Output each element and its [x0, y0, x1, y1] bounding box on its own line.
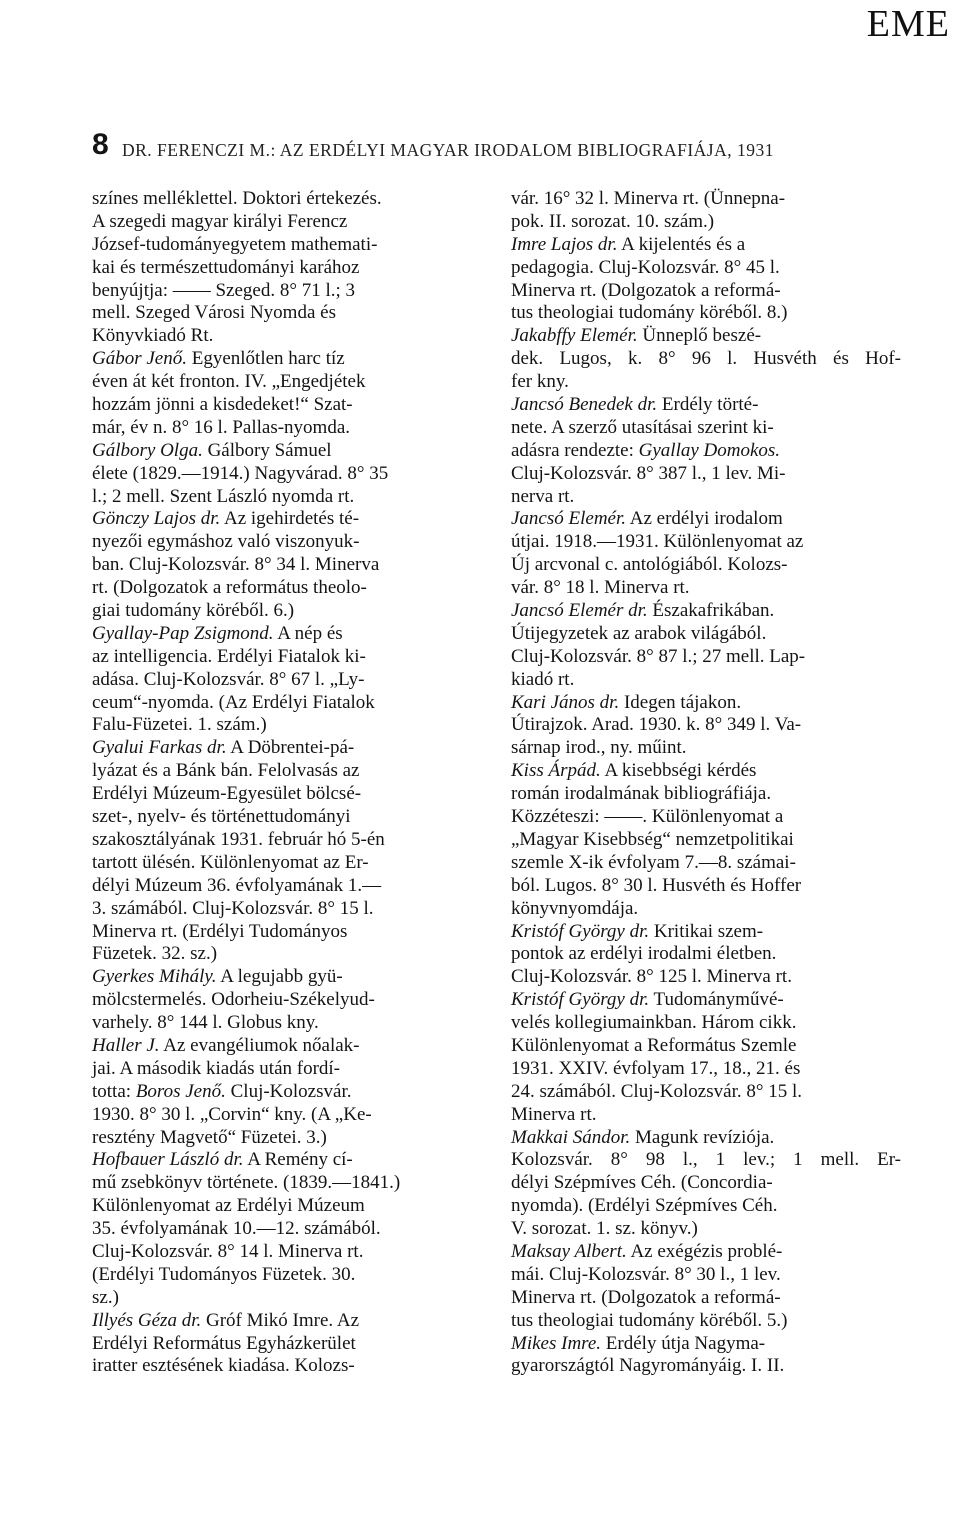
text-line — [511, 1355, 901, 1378]
entry-author: Haller J. — [92, 1034, 160, 1056]
text-line — [511, 348, 901, 371]
text-line — [511, 371, 901, 394]
text-line — [511, 966, 901, 989]
text-line — [92, 234, 484, 257]
text-line — [92, 646, 484, 669]
text-line — [92, 1081, 484, 1104]
entry-text: mölcstermelés. Odorheiu-Székelyud- — [92, 989, 375, 1011]
entry-author: Gyallay Domokos. — [638, 439, 781, 461]
text-line — [92, 623, 484, 646]
entry-text: vár. 8° 18 l. Minerva rt. — [511, 577, 690, 599]
text-line — [511, 623, 901, 646]
entry-text: lyázat és a Bánk bán. Felolvasás az — [92, 760, 360, 782]
text-line — [92, 875, 484, 898]
entry-text: vár. 16° 32 l. Minerva rt. (Ünnepna- — [511, 188, 786, 209]
text-line — [92, 1264, 484, 1287]
entry-text: Az erdélyi irodalom — [626, 508, 783, 530]
entry-author: Jancsó Elemér. — [511, 508, 627, 530]
text-line — [92, 440, 484, 463]
entry-text: A nép és — [273, 622, 343, 644]
entry-author: Gönczy Lajos dr. — [92, 508, 221, 530]
entry-text: tus theologiai tudomány köréből. 5.) — [511, 1309, 788, 1331]
text-line — [92, 1195, 484, 1218]
entry-text: Erdély törté- — [657, 394, 759, 416]
text-line — [511, 852, 901, 875]
text-line — [92, 280, 484, 303]
entry-text: 35. évfolyamának 10.—12. számából. — [92, 1218, 381, 1240]
text-line — [92, 371, 484, 394]
text-line — [92, 1058, 484, 1081]
entry-text: szemle X-ik évfolyam 7.—8. számai- — [511, 851, 796, 873]
entry-author: Hofbauer László dr. — [92, 1149, 244, 1171]
entry-text: A szegedi magyar királyi Ferencz — [92, 210, 348, 232]
entry-text: nyezői egymáshoz való viszonyuk- — [92, 531, 360, 553]
entry-text: pedagogia. Cluj-Kolozsvár. 8° 45 l. — [511, 256, 780, 278]
text-line — [92, 714, 484, 737]
text-line — [511, 554, 901, 577]
entry-text: mell. Szeged Városi Nyomda és — [92, 302, 336, 324]
entry-text: Ünneplő beszé- — [637, 325, 762, 347]
text-line — [92, 325, 484, 348]
text-line — [92, 554, 484, 577]
text-line — [92, 921, 484, 944]
entry-text: 1931. XXIV. évfolyam 17., 18., 21. és — [511, 1057, 801, 1079]
entry-text: Útirajzok. Arad. 1930. k. 8° 349 l. Va- — [511, 714, 802, 736]
entry-text: Füzetek. 32. sz.) — [92, 943, 218, 965]
entry-text: Erdélyi Református Egyházkerület — [92, 1332, 356, 1354]
text-line — [511, 302, 901, 325]
running-title: DR. FERENCZI M.: AZ ERDÉLYI MAGYAR IRODALOM BIBLIOGRAFIÁJA, 1931 — [122, 140, 774, 160]
entry-author: Jancsó Elemér dr. — [511, 600, 648, 622]
text-line — [511, 188, 901, 211]
entry-author: Jancsó Benedek dr. — [511, 394, 658, 416]
text-line — [511, 463, 901, 486]
text-line — [511, 325, 901, 348]
entry-text: (Erdélyi Tudományos Füzetek. 30. — [92, 1263, 356, 1285]
text-line — [92, 348, 484, 371]
text-line — [511, 829, 901, 852]
entry-text: A legujabb gyü- — [216, 966, 343, 988]
entry-text: Minerva rt. (Dolgozatok a reformá- — [511, 279, 781, 301]
entry-text: élete (1829.—1914.) Nagyvárad. 8° 35 — [92, 462, 389, 484]
entry-text: kiadó rt. — [511, 668, 575, 690]
text-line — [92, 188, 484, 211]
text-line — [511, 669, 901, 692]
entry-text: fer kny. — [511, 371, 569, 393]
entry-text: jai. A második kiadás után fordí- — [92, 1057, 341, 1079]
entry-author: Kristóf György dr. — [511, 920, 650, 942]
text-line — [511, 1104, 901, 1127]
entry-text: gyarországtól Nagyrományáig. I. II. — [511, 1355, 785, 1377]
entry-text: rt. (Dolgozatok a református theolo- — [92, 577, 367, 599]
text-line — [92, 737, 484, 760]
entry-text: útjai. 1918.—1931. Különlenyomat az — [511, 531, 804, 553]
entry-text: totta: — [92, 1080, 136, 1102]
entry-text: könyvnyomdája. — [511, 897, 639, 919]
entry-text: Minerva rt. (Dolgozatok a reformá- — [511, 1286, 781, 1308]
entry-text: pok. II. sorozat. 10. szám.) — [511, 210, 715, 232]
left-column — [92, 188, 484, 1378]
entry-text: Magunk revíziója. — [630, 1126, 775, 1148]
text-line — [511, 1333, 901, 1356]
entry-text: A Döbrentei-pá- — [226, 737, 355, 759]
entry-author: Gyallay-Pap Zsigmond. — [92, 622, 274, 644]
entry-author: Boros Jenő. — [135, 1080, 226, 1102]
entry-text: Gálbory Sámuel — [202, 439, 332, 461]
text-line — [511, 1127, 901, 1150]
entry-text: 24. számából. Cluj-Kolozsvár. 8° 15 l. — [511, 1080, 802, 1102]
text-line — [92, 1241, 484, 1264]
entry-text: nete. A szerző utasításai szerint ki- — [511, 416, 774, 438]
text-line — [92, 966, 484, 989]
text-line — [511, 714, 901, 737]
text-line — [511, 257, 901, 280]
entry-author: Kiss Árpád. — [511, 760, 601, 782]
text-line — [511, 280, 901, 303]
entry-text: Új arcvonal c. antológiából. Kolozs- — [511, 554, 788, 576]
entry-author: Kari János dr. — [511, 691, 620, 713]
text-line — [511, 1172, 901, 1195]
entry-text: Falu-Füzetei. 1. szám.) — [92, 714, 267, 736]
entry-text: Az evangéliumok nőalak- — [159, 1034, 360, 1056]
entry-text: Különlenyomat a Református Szemle — [511, 1034, 797, 1056]
text-line — [92, 1104, 484, 1127]
text-line — [92, 989, 484, 1012]
entry-text: mái. Cluj-Kolozsvár. 8° 30 l., 1 lev. — [511, 1263, 781, 1285]
entry-text: varhely. 8° 144 l. Globus kny. — [92, 1012, 319, 1034]
text-line — [511, 898, 901, 921]
text-line — [511, 417, 901, 440]
entry-text: Útijegyzetek az arabok világából. — [511, 622, 767, 644]
entry-author: Kristóf György dr. — [511, 989, 650, 1011]
entry-text: pontok az erdélyi irodalmi életben. — [511, 943, 777, 965]
entry-text: adásra rendezte: — [511, 439, 639, 461]
entry-text: az intelligencia. Erdélyi Fiatalok ki- — [92, 645, 366, 667]
text-line — [92, 898, 484, 921]
text-line — [92, 1149, 484, 1172]
entry-text: 1930. 8° 30 l. „Corvin“ kny. (A „Ke- — [92, 1103, 372, 1125]
text-line — [511, 1081, 901, 1104]
text-line — [511, 1218, 901, 1241]
entry-text: benyújtja: —— Szeged. 8° 71 l.; 3 — [92, 279, 356, 301]
entry-text: tartott ülésén. Különlenyomat az Er- — [92, 851, 369, 873]
text-line — [92, 531, 484, 554]
text-line — [92, 1172, 484, 1195]
entry-author: Mikes Imre. — [511, 1332, 602, 1354]
text-line — [92, 669, 484, 692]
text-line — [92, 1310, 484, 1333]
text-line — [92, 211, 484, 234]
entry-text: Egyenlőtlen harc tíz — [186, 348, 345, 370]
entry-author: Maksay Albert. — [511, 1240, 627, 1262]
text-line — [92, 486, 484, 509]
text-line — [511, 646, 901, 669]
text-line — [92, 852, 484, 875]
text-line — [92, 600, 484, 623]
text-line — [92, 302, 484, 325]
text-line — [511, 394, 901, 417]
text-line — [511, 1035, 901, 1058]
entry-text: román irodalmának bibliográfiája. — [511, 783, 772, 805]
entry-text: resztény Magvető“ Füzetei. 3.) — [92, 1126, 327, 1148]
entry-text: Tudományművé- — [649, 989, 784, 1011]
text-line — [511, 600, 901, 623]
text-line — [511, 943, 901, 966]
entry-text: Könyvkiadó Rt. — [92, 325, 214, 347]
page-header — [92, 128, 902, 168]
text-line — [92, 1035, 484, 1058]
entry-text: József-tudományegyetem mathemati- — [92, 233, 378, 255]
page-number: 8 — [92, 128, 109, 161]
text-line — [511, 508, 901, 531]
text-line — [511, 783, 901, 806]
text-line — [511, 760, 901, 783]
entry-text: Minerva rt. — [511, 1103, 597, 1125]
text-line — [92, 1218, 484, 1241]
entry-text: Minerva rt. (Erdélyi Tudományos — [92, 920, 348, 942]
entry-text: szakosztályának 1931. február hó 5-én — [92, 828, 385, 850]
entry-text: hozzám jönni a kisdedeket!“ Szat- — [92, 394, 353, 416]
text-line — [92, 692, 484, 715]
entry-text: Különlenyomat az Erdélyi Múzeum — [92, 1195, 365, 1217]
entry-author: Gálbory Olga. — [92, 439, 203, 461]
text-line — [92, 1287, 484, 1310]
text-line — [92, 1012, 484, 1035]
text-line — [92, 760, 484, 783]
text-line — [511, 921, 901, 944]
entry-text: már, év n. 8° 16 l. Pallas-nyomda. — [92, 416, 351, 438]
entry-text: nerva rt. — [511, 485, 575, 507]
text-line — [92, 508, 484, 531]
entry-text: „Magyar Kisebbség“ nemzetpolitikai — [511, 828, 794, 850]
text-line — [511, 1058, 901, 1081]
entry-text: kai és természettudományi karához — [92, 256, 360, 278]
text-line — [511, 806, 901, 829]
entry-text: A kisebbségi kérdés — [600, 760, 757, 782]
entry-text: Idegen tájakon. — [619, 691, 742, 713]
entry-text: Az exégézis problé- — [626, 1240, 783, 1262]
entry-text: giai tudomány köréből. 6.) — [92, 600, 295, 622]
text-line — [92, 806, 484, 829]
entry-text: V. sorozat. 1. sz. könyv.) — [511, 1218, 698, 1240]
publisher-logo: EME — [866, 3, 950, 45]
entry-text: dek. Lugos, k. 8° 96 l. Husvéth és Hof- — [511, 348, 901, 370]
text-line — [511, 875, 901, 898]
text-line — [92, 417, 484, 440]
text-line — [92, 577, 484, 600]
entry-text: l.; 2 mell. Szent László nyomda rt. — [92, 485, 355, 507]
text-line — [511, 1287, 901, 1310]
entry-text: Cluj-Kolozsvár. 8° 387 l., 1 lev. Mi- — [511, 462, 786, 484]
entry-text: iratter esztésének kiadása. Kolozs- — [92, 1355, 355, 1377]
text-line — [92, 1333, 484, 1356]
right-column — [511, 188, 901, 1378]
text-line — [92, 394, 484, 417]
text-line — [511, 989, 901, 1012]
entry-text: Kritikai szem- — [649, 920, 764, 942]
entry-text: nyomda). (Erdélyi Szépmíves Céh. — [511, 1195, 778, 1217]
entry-text: Cluj-Kolozsvár. 8° 125 l. Minerva rt. — [511, 966, 792, 988]
entry-text: A kijelentés és a — [617, 233, 746, 255]
text-line — [92, 829, 484, 852]
entry-text: A Remény cí- — [243, 1149, 353, 1171]
text-line — [511, 1310, 901, 1333]
entry-text: Cluj-Kolozsvár. — [225, 1080, 352, 1102]
entry-text: ban. Cluj-Kolozsvár. 8° 34 l. Minerva — [92, 554, 380, 576]
entry-text: Az igehirdetés té- — [220, 508, 360, 530]
entry-text: éven át két fronton. IV. „Engedjétek — [92, 371, 366, 393]
entry-text: ceum“-nyomda. (Az Erdélyi Fiatalok — [92, 691, 375, 713]
entry-text: 3. számából. Cluj-Kolozsvár. 8° 15 l. — [92, 897, 374, 919]
entry-text: sz.) — [92, 1286, 119, 1308]
text-line — [511, 1241, 901, 1264]
entry-author: Illyés Géza dr. — [92, 1309, 202, 1331]
entry-author: Jakabffy Elemér. — [511, 325, 638, 347]
text-line — [92, 783, 484, 806]
entry-text: Északafrikában. — [647, 600, 775, 622]
entry-text: színes melléklettel. Doktori értekezés. — [92, 188, 382, 209]
entry-text: délyi Múzeum 36. évfolyamának 1.— — [92, 874, 382, 896]
text-line — [511, 440, 901, 463]
text-line — [511, 486, 901, 509]
text-line — [92, 1355, 484, 1378]
text-line — [511, 234, 901, 257]
entry-author: Makkai Sándor. — [511, 1126, 631, 1148]
text-line — [511, 577, 901, 600]
entry-text: adása. Cluj-Kolozsvár. 8° 67 l. „Ly- — [92, 668, 365, 690]
text-line — [511, 692, 901, 715]
text-line — [511, 737, 901, 760]
entry-author: Gábor Jenő. — [92, 348, 187, 370]
text-line — [92, 1127, 484, 1150]
entry-text: Kolozsvár. 8° 98 l., 1 lev.; 1 mell. Er- — [511, 1149, 901, 1171]
entry-text: délyi Szépmíves Céh. (Concordia- — [511, 1172, 773, 1194]
text-line — [511, 1195, 901, 1218]
entry-text: tus theologiai tudomány köréből. 8.) — [511, 302, 788, 324]
text-line — [92, 257, 484, 280]
text-line — [92, 463, 484, 486]
text-line — [511, 531, 901, 554]
entry-author: Imre Lajos dr. — [511, 233, 618, 255]
text-line — [511, 1149, 901, 1172]
entry-author: Gyerkes Mihály. — [92, 966, 217, 988]
entry-text: szet-, nyelv- és történettudományi — [92, 806, 351, 828]
entry-text: Cluj-Kolozsvár. 8° 87 l.; 27 mell. Lap- — [511, 645, 806, 667]
text-line — [92, 943, 484, 966]
entry-text: Erdély útja Nagyma- — [601, 1332, 766, 1354]
text-line — [511, 211, 901, 234]
text-line — [511, 1012, 901, 1035]
entry-author: Gyalui Farkas dr. — [92, 737, 227, 759]
entry-text: Közzéteszi: ——. Különlenyomat a — [511, 806, 784, 828]
entry-text: Gróf Mikó Imre. Az — [201, 1309, 360, 1331]
entry-text: mű zsebkönyv története. (1839.—1841.) — [92, 1172, 401, 1194]
entry-text: velés kollegiumainkban. Három cikk. — [511, 1012, 797, 1034]
entry-text: Cluj-Kolozsvár. 8° 14 l. Minerva rt. — [92, 1240, 364, 1262]
entry-text: ból. Lugos. 8° 30 l. Husvéth és Hoffer — [511, 874, 802, 896]
text-line — [511, 1264, 901, 1287]
entry-text: sárnap irod., ny. műint. — [511, 737, 687, 759]
entry-text: Erdélyi Múzeum-Egyesület bölcsé- — [92, 783, 362, 805]
